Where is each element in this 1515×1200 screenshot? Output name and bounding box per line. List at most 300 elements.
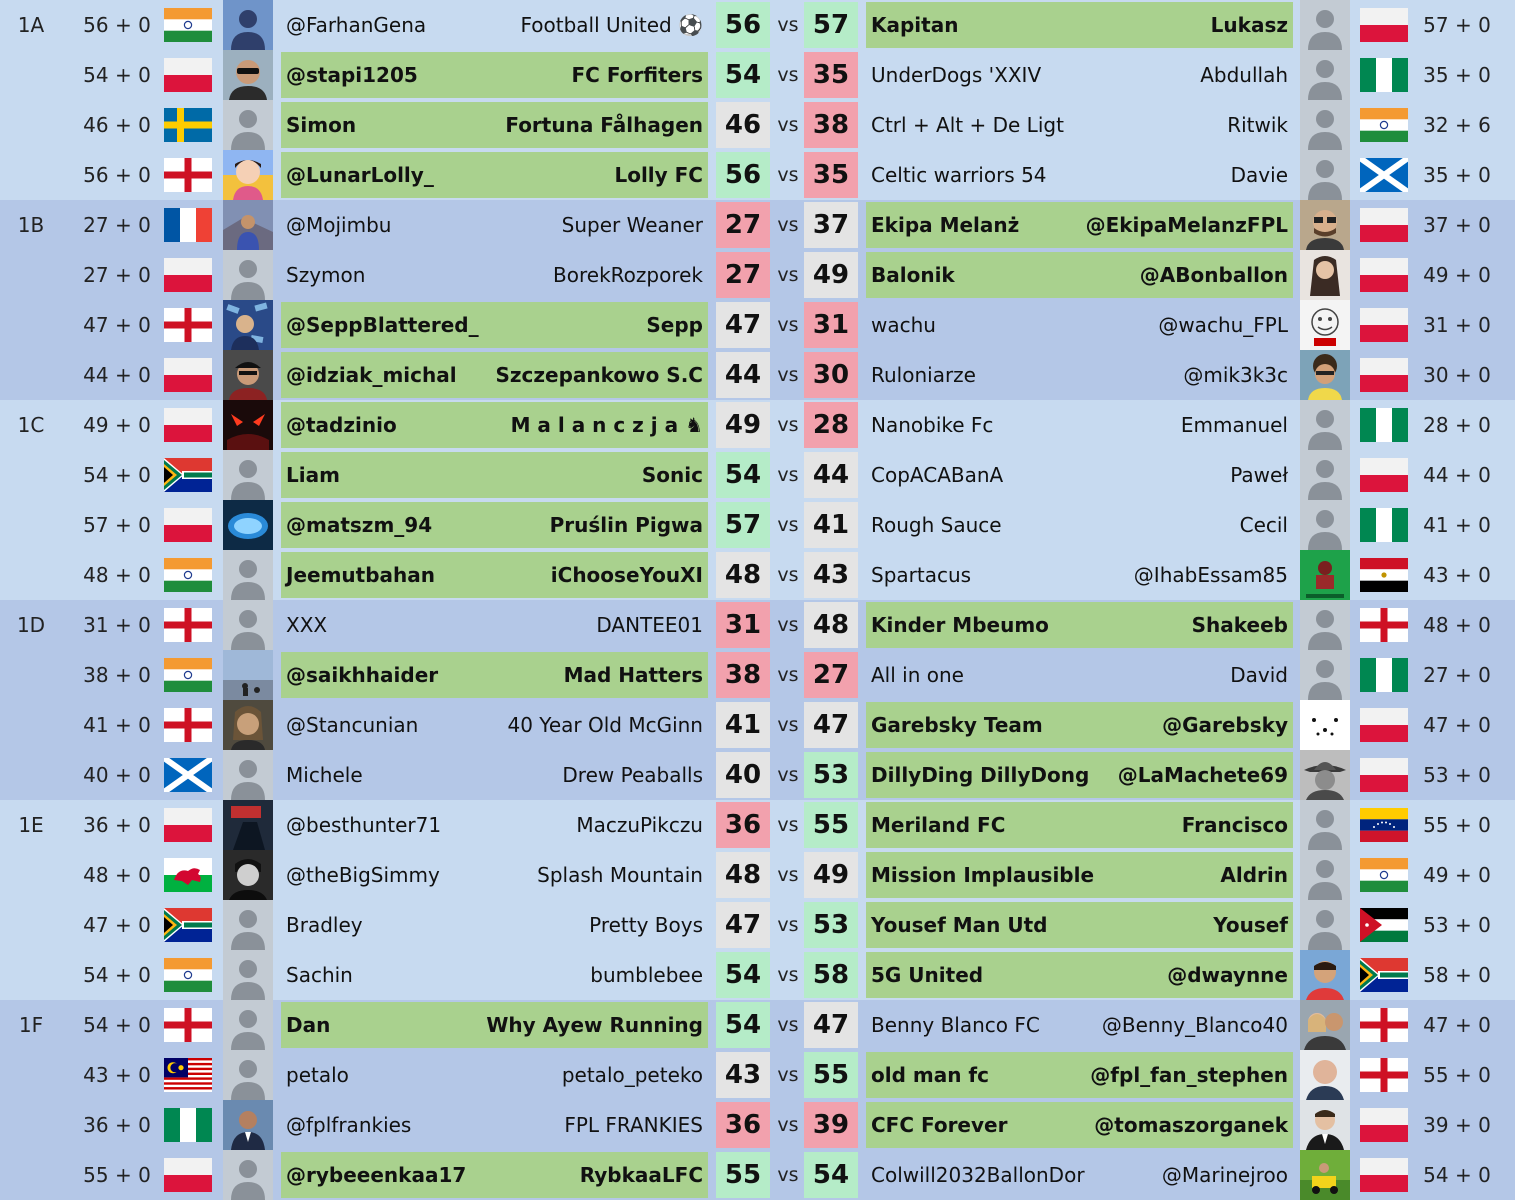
- right-team-cell[interactable]: [866, 552, 1293, 598]
- egypt-flag-icon: [1360, 558, 1408, 592]
- manager-name[interactable]: Ritwik: [1227, 113, 1288, 137]
- team-name[interactable]: 40 Year Old McGinn: [507, 713, 703, 737]
- left-team-cell[interactable]: [281, 902, 708, 948]
- group-label: 1F: [18, 1013, 44, 1037]
- default-avatar-icon[interactable]: [1300, 800, 1350, 850]
- team-name[interactable]: Pretty Boys: [589, 913, 703, 937]
- poland-flag-icon: [164, 408, 212, 442]
- team-name[interactable]: Super Weaner: [561, 213, 703, 237]
- vs-label: vs: [777, 14, 799, 36]
- right-team-cell[interactable]: [866, 52, 1293, 98]
- manager-name[interactable]: @SeppBlattered_: [286, 313, 479, 337]
- team-name[interactable]: Celtic warriors 54: [871, 163, 1047, 187]
- team-name[interactable]: Sonic: [641, 463, 703, 487]
- avatar-photo[interactable]: [1300, 1150, 1350, 1200]
- manager-name[interactable]: petalo: [286, 1063, 349, 1087]
- fixture-row[interactable]: [0, 1100, 1515, 1150]
- default-avatar-icon[interactable]: [223, 1150, 273, 1200]
- default-avatar-icon[interactable]: [1300, 400, 1350, 450]
- manager-name[interactable]: Davie: [1230, 163, 1288, 187]
- manager-name[interactable]: @matszm_94: [286, 513, 433, 537]
- default-avatar-icon[interactable]: [223, 1000, 273, 1050]
- right-score: 47: [804, 702, 858, 748]
- manager-name[interactable]: @dwaynne: [1167, 963, 1288, 987]
- manager-name[interactable]: Yousef: [1213, 913, 1288, 937]
- manager-name[interactable]: Shakeeb: [1191, 613, 1288, 637]
- right-record: 32 + 6: [1423, 113, 1491, 137]
- team-name[interactable]: old man fc: [871, 1063, 989, 1087]
- default-avatar-icon[interactable]: [223, 550, 273, 600]
- left-record: 46 + 0: [83, 113, 151, 137]
- right-record: 53 + 0: [1423, 913, 1491, 937]
- team-name[interactable]: Rough Sauce: [871, 513, 1002, 537]
- right-score: 35: [804, 152, 858, 198]
- right-team-cell[interactable]: [866, 402, 1293, 448]
- team-name[interactable]: Why Ayew Running: [486, 1013, 703, 1037]
- left-record: 54 + 0: [83, 1013, 151, 1037]
- avatar-photo[interactable]: [223, 50, 273, 100]
- default-avatar-icon[interactable]: [1300, 650, 1350, 700]
- poland-flag-icon: [1360, 8, 1408, 42]
- team-name[interactable]: petalo_peteko: [561, 1063, 703, 1087]
- left-team-cell[interactable]: [281, 752, 708, 798]
- right-team-cell[interactable]: [866, 702, 1293, 748]
- left-record: 48 + 0: [83, 863, 151, 887]
- poland-flag-icon: [1360, 1108, 1408, 1142]
- team-name[interactable]: MaczuPikczu: [576, 813, 703, 837]
- left-team-cell[interactable]: [281, 702, 708, 748]
- manager-name[interactable]: Bradley: [286, 913, 363, 937]
- vs-label: vs: [777, 864, 799, 886]
- vs-label: vs: [777, 314, 799, 336]
- left-team-cell[interactable]: [281, 302, 708, 348]
- right-score: 37: [804, 202, 858, 248]
- nigeria-flag-icon: [164, 1108, 212, 1142]
- left-team-cell[interactable]: [281, 252, 708, 298]
- manager-name[interactable]: XXX: [286, 613, 328, 637]
- right-team-cell[interactable]: [866, 252, 1293, 298]
- fixture-row[interactable]: [0, 1000, 1515, 1050]
- left-team-cell[interactable]: [281, 552, 708, 598]
- right-record: 53 + 0: [1423, 763, 1491, 787]
- manager-name[interactable]: Paweł: [1230, 463, 1288, 487]
- left-score: 54: [716, 452, 770, 498]
- fixture-row[interactable]: [0, 250, 1515, 300]
- manager-name[interactable]: @EkipaMelanzFPL: [1085, 213, 1288, 237]
- right-record: 27 + 0: [1423, 663, 1491, 687]
- right-score: 49: [804, 252, 858, 298]
- team-name[interactable]: Drew Peaballs: [562, 763, 703, 787]
- manager-name[interactable]: Michele: [286, 763, 363, 787]
- right-record: 55 + 0: [1423, 813, 1491, 837]
- avatar-photo[interactable]: [1300, 1000, 1350, 1050]
- team-name[interactable]: Ekipa Melanż: [871, 213, 1020, 237]
- fixture-row[interactable]: [0, 850, 1515, 900]
- avatar-photo[interactable]: [223, 400, 273, 450]
- avatar-photo[interactable]: [1300, 700, 1350, 750]
- right-score: 31: [804, 302, 858, 348]
- south-africa-flag-icon: [1360, 958, 1408, 992]
- left-team-cell[interactable]: [281, 1102, 708, 1148]
- avatar-photo[interactable]: [223, 150, 273, 200]
- team-name[interactable]: UnderDogs 'XXIV: [871, 63, 1042, 87]
- manager-name[interactable]: @fplfrankies: [286, 1113, 412, 1137]
- left-team-cell[interactable]: [281, 602, 708, 648]
- right-team-cell[interactable]: [866, 1102, 1293, 1148]
- team-name[interactable]: wachu: [871, 313, 936, 337]
- fixture-row[interactable]: [0, 200, 1515, 250]
- left-team-cell[interactable]: [281, 852, 708, 898]
- right-team-cell[interactable]: [866, 302, 1293, 348]
- left-record: 41 + 0: [83, 713, 151, 737]
- team-name[interactable]: Mad Hatters: [563, 663, 703, 687]
- default-avatar-icon[interactable]: [1300, 850, 1350, 900]
- manager-name[interactable]: @theBigSimmy: [286, 863, 440, 887]
- right-team-cell[interactable]: [866, 1152, 1293, 1198]
- manager-name[interactable]: @tadzinio: [286, 413, 397, 437]
- fixture-row[interactable]: [0, 700, 1515, 750]
- team-name[interactable]: All in one: [871, 663, 964, 687]
- team-name[interactable]: Meriland FC: [871, 813, 1006, 837]
- right-team-cell[interactable]: [866, 152, 1293, 198]
- scotland-flag-icon: [164, 758, 212, 792]
- avatar-photo[interactable]: [1300, 1050, 1350, 1100]
- right-score: 41: [804, 502, 858, 548]
- right-team-cell[interactable]: [866, 952, 1293, 998]
- avatar-photo[interactable]: [223, 500, 273, 550]
- manager-name[interactable]: @saikhhaider: [286, 663, 439, 687]
- avatar-photo[interactable]: [1300, 350, 1350, 400]
- manager-name[interactable]: David: [1230, 663, 1288, 687]
- left-team-cell[interactable]: [281, 1002, 708, 1048]
- fixture-row[interactable]: [0, 300, 1515, 350]
- avatar-photo[interactable]: [223, 200, 273, 250]
- team-name[interactable]: Mission Implausible: [871, 863, 1095, 887]
- avatar-photo[interactable]: [223, 650, 273, 700]
- right-team-cell[interactable]: [866, 202, 1293, 248]
- team-name[interactable]: Yousef Man Utd: [871, 913, 1048, 937]
- manager-name[interactable]: @LaMachete69: [1117, 763, 1288, 787]
- right-record: 39 + 0: [1423, 1113, 1491, 1137]
- team-name[interactable]: Pruślin Pigwa: [549, 513, 703, 537]
- left-score: 48: [716, 552, 770, 598]
- vs-label: vs: [777, 664, 799, 686]
- manager-name[interactable]: @LunarLolly_: [286, 163, 434, 187]
- manager-name[interactable]: Sachin: [286, 963, 353, 987]
- right-team-cell[interactable]: [866, 752, 1293, 798]
- team-name[interactable]: Szczepankowo S.C: [495, 363, 703, 387]
- manager-name[interactable]: Liam: [286, 463, 340, 487]
- fixture-row[interactable]: [0, 350, 1515, 400]
- team-name[interactable]: Ruloniarze: [871, 363, 976, 387]
- poland-flag-icon: [1360, 1158, 1408, 1192]
- left-score: 44: [716, 352, 770, 398]
- right-team-cell[interactable]: [866, 602, 1293, 648]
- team-name[interactable]: BorekRozporek: [553, 263, 703, 287]
- manager-name[interactable]: Lukasz: [1210, 13, 1288, 37]
- vs-label: vs: [777, 414, 799, 436]
- right-team-cell[interactable]: [866, 802, 1293, 848]
- left-record: 57 + 0: [83, 513, 151, 537]
- right-team-cell[interactable]: [866, 852, 1293, 898]
- left-team-cell[interactable]: [281, 202, 708, 248]
- fixture-row[interactable]: [0, 950, 1515, 1000]
- left-score: 57: [716, 502, 770, 548]
- manager-name[interactable]: @wachu_FPL: [1158, 313, 1288, 337]
- england-flag-icon: [164, 158, 212, 192]
- left-record: 36 + 0: [83, 1113, 151, 1137]
- left-team-cell[interactable]: [281, 452, 708, 498]
- manager-name[interactable]: @rybeeenkaa17: [286, 1163, 467, 1187]
- left-record: 27 + 0: [83, 263, 151, 287]
- france-flag-icon: [164, 208, 212, 242]
- manager-name[interactable]: @Stancunian: [286, 713, 419, 737]
- left-score: 40: [716, 752, 770, 798]
- manager-name[interactable]: Abdullah: [1200, 63, 1288, 87]
- manager-name[interactable]: Jeemutbahan: [286, 563, 435, 587]
- fixture-row[interactable]: [0, 150, 1515, 200]
- vs-label: vs: [777, 114, 799, 136]
- default-avatar-icon[interactable]: [223, 600, 273, 650]
- team-name[interactable]: Spartacus: [871, 563, 972, 587]
- poland-flag-icon: [164, 58, 212, 92]
- fixture-row[interactable]: [0, 400, 1515, 450]
- vs-label: vs: [777, 64, 799, 86]
- team-name[interactable]: FC Forfiters: [571, 63, 703, 87]
- left-score: 54: [716, 1002, 770, 1048]
- default-avatar-icon[interactable]: [223, 100, 273, 150]
- manager-name[interactable]: Francisco: [1181, 813, 1288, 837]
- left-team-cell[interactable]: [281, 52, 708, 98]
- default-avatar-icon[interactable]: [1300, 50, 1350, 100]
- avatar-photo[interactable]: [1300, 750, 1350, 800]
- fixture-row[interactable]: [0, 900, 1515, 950]
- right-team-cell[interactable]: [866, 502, 1293, 548]
- team-name[interactable]: Balonik: [871, 263, 955, 287]
- team-name[interactable]: 5G United: [871, 963, 984, 987]
- group-label: 1E: [18, 813, 44, 837]
- left-team-cell[interactable]: [281, 1052, 708, 1098]
- avatar-photo[interactable]: [1300, 550, 1350, 600]
- vs-label: vs: [777, 714, 799, 736]
- team-name[interactable]: M a l a n c z j a ♞: [510, 413, 703, 437]
- left-record: 54 + 0: [83, 63, 151, 87]
- fixture-row[interactable]: [0, 600, 1515, 650]
- team-name[interactable]: RybkaaLFC: [579, 1163, 703, 1187]
- manager-name[interactable]: @IhabEssam85: [1133, 563, 1288, 587]
- team-name[interactable]: Garebsky Team: [871, 713, 1043, 737]
- south-africa-flag-icon: [164, 458, 212, 492]
- team-name[interactable]: Kapitan: [871, 13, 959, 37]
- left-team-cell[interactable]: [281, 1152, 708, 1198]
- team-name[interactable]: Football United ⚽: [520, 13, 703, 37]
- right-score: 43: [804, 552, 858, 598]
- manager-name[interactable]: Simon: [286, 113, 357, 137]
- team-name[interactable]: CopACABanA: [871, 463, 1004, 487]
- default-avatar-icon[interactable]: [223, 900, 273, 950]
- right-record: 35 + 0: [1423, 63, 1491, 87]
- left-team-cell[interactable]: [281, 102, 708, 148]
- default-avatar-icon[interactable]: [223, 1050, 273, 1100]
- manager-name[interactable]: @besthunter71: [286, 813, 442, 837]
- manager-name[interactable]: Aldrin: [1220, 863, 1288, 887]
- avatar-photo[interactable]: [1300, 250, 1350, 300]
- manager-name[interactable]: @Mojimbu: [286, 213, 392, 237]
- avatar-photo[interactable]: [223, 850, 273, 900]
- india-flag-icon: [164, 558, 212, 592]
- left-record: 36 + 0: [83, 813, 151, 837]
- fixture-row[interactable]: [0, 1050, 1515, 1100]
- fixture-row[interactable]: [0, 650, 1515, 700]
- right-record: 41 + 0: [1423, 513, 1491, 537]
- team-name[interactable]: DANTEE01: [596, 613, 703, 637]
- right-team-cell[interactable]: [866, 1052, 1293, 1098]
- team-name[interactable]: Colwill2032BallonDor: [871, 1163, 1085, 1187]
- left-team-cell[interactable]: [281, 2, 708, 48]
- manager-name[interactable]: Szymon: [286, 263, 366, 287]
- left-score: 27: [716, 202, 770, 248]
- manager-name[interactable]: @mik3k3c: [1183, 363, 1288, 387]
- team-name[interactable]: Ctrl + Alt + De Ligt: [871, 113, 1064, 137]
- right-score: 30: [804, 352, 858, 398]
- left-score: 54: [716, 952, 770, 998]
- fixture-row[interactable]: [0, 500, 1515, 550]
- default-avatar-icon[interactable]: [223, 250, 273, 300]
- team-name[interactable]: Sepp: [646, 313, 703, 337]
- team-name[interactable]: Fortuna Fålhagen: [505, 113, 703, 137]
- malaysia-flag-icon: [164, 1058, 212, 1092]
- fixture-row[interactable]: [0, 100, 1515, 150]
- right-team-cell[interactable]: [866, 2, 1293, 48]
- default-avatar-icon[interactable]: [1300, 150, 1350, 200]
- right-score: 39: [804, 1102, 858, 1148]
- right-score: 28: [804, 402, 858, 448]
- left-score: 54: [716, 52, 770, 98]
- avatar-photo[interactable]: [223, 800, 273, 850]
- avatar-photo[interactable]: [1300, 1100, 1350, 1150]
- avatar-photo[interactable]: [223, 1100, 273, 1150]
- fixture-row[interactable]: [0, 550, 1515, 600]
- avatar-photo[interactable]: [223, 0, 273, 50]
- manager-name[interactable]: @tomaszorganek: [1094, 1113, 1288, 1137]
- scotland-flag-icon: [1360, 158, 1408, 192]
- left-team-cell[interactable]: [281, 352, 708, 398]
- avatar-photo[interactable]: [1300, 200, 1350, 250]
- manager-name[interactable]: Dan: [286, 1013, 331, 1037]
- right-team-cell[interactable]: [866, 902, 1293, 948]
- right-team-cell[interactable]: [866, 102, 1293, 148]
- vs-label: vs: [777, 1014, 799, 1036]
- fixture-row[interactable]: [0, 1150, 1515, 1200]
- england-flag-icon: [1360, 1008, 1408, 1042]
- right-record: 54 + 0: [1423, 1163, 1491, 1187]
- default-avatar-icon[interactable]: [223, 750, 273, 800]
- team-name[interactable]: Lolly FC: [614, 163, 703, 187]
- fixture-row[interactable]: [0, 50, 1515, 100]
- right-record: 57 + 0: [1423, 13, 1491, 37]
- left-record: 55 + 0: [83, 1163, 151, 1187]
- right-team-cell[interactable]: [866, 652, 1293, 698]
- right-team-cell[interactable]: [866, 352, 1293, 398]
- manager-name[interactable]: @Benny_Blanco40: [1101, 1013, 1288, 1037]
- team-name[interactable]: bumblebee: [590, 963, 703, 987]
- england-flag-icon: [164, 608, 212, 642]
- fixture-row[interactable]: [0, 750, 1515, 800]
- manager-name[interactable]: @stapi1205: [286, 63, 418, 87]
- right-score: 55: [804, 1052, 858, 1098]
- manager-name[interactable]: @FarhanGena: [286, 13, 427, 37]
- default-avatar-icon[interactable]: [1300, 100, 1350, 150]
- left-score: 56: [716, 2, 770, 48]
- left-team-cell[interactable]: [281, 652, 708, 698]
- india-flag-icon: [164, 8, 212, 42]
- manager-name[interactable]: @ABonballon: [1139, 263, 1288, 287]
- manager-name[interactable]: @idziak_michal: [286, 363, 457, 387]
- left-team-cell[interactable]: [281, 802, 708, 848]
- manager-name[interactable]: @Marinejroo: [1161, 1163, 1288, 1187]
- avatar-photo[interactable]: [223, 350, 273, 400]
- default-avatar-icon[interactable]: [1300, 900, 1350, 950]
- vs-label: vs: [777, 214, 799, 236]
- left-score: 38: [716, 652, 770, 698]
- avatar-photo[interactable]: [1300, 950, 1350, 1000]
- default-avatar-icon[interactable]: [223, 950, 273, 1000]
- manager-name[interactable]: Cecil: [1239, 513, 1288, 537]
- left-score: 31: [716, 602, 770, 648]
- team-name[interactable]: DillyDing DillyDong: [871, 763, 1090, 787]
- right-team-cell[interactable]: [866, 1002, 1293, 1048]
- poland-flag-icon: [1360, 258, 1408, 292]
- avatar-photo[interactable]: [223, 300, 273, 350]
- india-flag-icon: [164, 958, 212, 992]
- group-label: 1C: [17, 413, 45, 437]
- avatar-photo[interactable]: [1300, 300, 1350, 350]
- avatar-photo[interactable]: [223, 700, 273, 750]
- fixture-row[interactable]: [0, 800, 1515, 850]
- right-team-cell[interactable]: [866, 452, 1293, 498]
- left-team-cell[interactable]: [281, 502, 708, 548]
- team-name[interactable]: FPL FRANKIES: [564, 1113, 703, 1137]
- india-flag-icon: [1360, 858, 1408, 892]
- team-name[interactable]: Kinder Mbeumo: [871, 613, 1049, 637]
- team-name[interactable]: Nanobike Fc: [871, 413, 994, 437]
- fixture-row[interactable]: [0, 0, 1515, 50]
- default-avatar-icon[interactable]: [1300, 450, 1350, 500]
- team-name[interactable]: Splash Mountain: [537, 863, 703, 887]
- poland-flag-icon: [164, 1158, 212, 1192]
- team-name[interactable]: CFC Forever: [871, 1113, 1008, 1137]
- left-record: 31 + 0: [83, 613, 151, 637]
- default-avatar-icon[interactable]: [1300, 600, 1350, 650]
- team-name[interactable]: Benny Blanco FC: [871, 1013, 1040, 1037]
- left-score: 27: [716, 252, 770, 298]
- manager-name[interactable]: @fpl_fan_stephen: [1090, 1063, 1288, 1087]
- left-score: 48: [716, 852, 770, 898]
- default-avatar-icon[interactable]: [1300, 500, 1350, 550]
- right-record: 58 + 0: [1423, 963, 1491, 987]
- right-record: 49 + 0: [1423, 863, 1491, 887]
- manager-name[interactable]: Emmanuel: [1180, 413, 1288, 437]
- manager-name[interactable]: @Garebsky: [1162, 713, 1288, 737]
- fixture-row[interactable]: [0, 450, 1515, 500]
- poland-flag-icon: [1360, 308, 1408, 342]
- default-avatar-icon[interactable]: [1300, 0, 1350, 50]
- left-team-cell[interactable]: [281, 152, 708, 198]
- left-team-cell[interactable]: [281, 402, 708, 448]
- default-avatar-icon[interactable]: [223, 450, 273, 500]
- left-team-cell[interactable]: [281, 952, 708, 998]
- team-name[interactable]: iChooseYouXI: [550, 563, 703, 587]
